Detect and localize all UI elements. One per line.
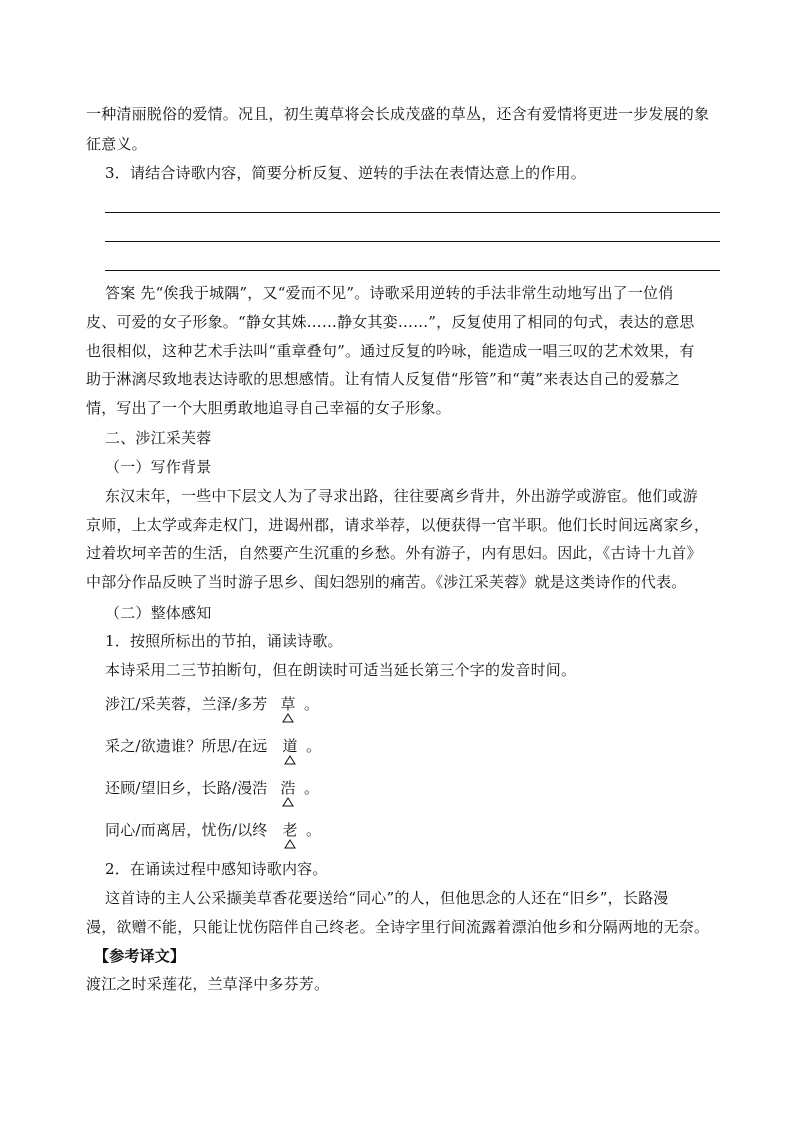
background-line: 东汉末年，一些中下层文人为了寻求出路，往往要离乡背井，外出游学或游宦。他们或游 (105, 487, 698, 505)
subsection-title: （二）整体感知 (105, 604, 212, 622)
item-body-line: 这首诗的主人公采撷美草香花要送给“同心”的人，但他思念的人还在“旧乡”，长路漫 (105, 889, 669, 907)
answer-line: 情，写出了一个大胆勇敢地追寻自己幸福的女子形象。 (86, 399, 451, 417)
poem-period: 。 (306, 821, 322, 839)
background-line: 京师，上太学或奔走权门，进谒州郡，请求举荐，以便获得一官半职。他们长时间远离家乡， (86, 516, 710, 534)
poem-line: 涉江/采芙蓉，兰泽/多芳 (105, 695, 268, 713)
answer-blank-line (105, 212, 720, 213)
subsection-title: （一）写作背景 (105, 458, 212, 476)
item-body-line: 漫，欲赠不能，只能让忧伤陪伴自己终老。全诗字里行间流露着漂泊他乡和分隔两地的无奈。 (86, 918, 710, 936)
rhyme-char (282, 737, 298, 755)
rhyme-char-text: 草 (280, 695, 296, 713)
answer-line: 答案 先“俟我于城隅”，又“爱而不见”。诗歌采用逆转的手法非常生动地写出了一位俏 (105, 284, 674, 302)
poem-line: 采之/欲遗谁？所思/在远 (105, 737, 268, 755)
background-line: 中部分作品反映了当时游子思乡、闺妇怨别的痛苦。《涉江采芙蓉》就是这类诗作的代表。 (86, 573, 687, 591)
item-note: 本诗采用二三节拍断句，但在朗读时可适当延长第三个字的发音时间。 (105, 661, 577, 679)
rhyme-char-text: 浩 (280, 779, 296, 797)
answer-line: 助于淋漓尽致地表达诗歌的思想感情。让有情人反复借“彤管”和“荑”来表达自己的爱慕之 (86, 370, 680, 388)
answer-line: 也很相似，这种艺术手法叫“重章叠句”。通过反复的吟咏，能造成一唱三叹的艺术效果，有 (86, 342, 695, 360)
rhyme-char (280, 695, 296, 713)
item-title: 2．在诵读过程中感知诗歌内容。 (105, 860, 328, 878)
rhyme-char (280, 779, 296, 797)
rhyme-char (282, 821, 298, 839)
triangle-mark-icon (282, 797, 294, 807)
answer-blank-line (105, 270, 720, 271)
poem-line: 同心/而离居，忧伤/以终 (105, 821, 268, 839)
triangle-mark-icon (284, 839, 296, 849)
section-title: 二、涉江采芙蓉 (105, 429, 212, 447)
triangle-mark-icon (284, 755, 296, 765)
rhyme-char-text: 道 (282, 737, 298, 755)
reference-title: 【参考译文】 (94, 947, 186, 965)
poem-period: 。 (306, 737, 322, 755)
answer-blank-line (105, 241, 720, 242)
rhyme-char-text: 老 (282, 821, 298, 839)
translation-line: 渡江之时采莲花，兰草泽中多芬芳。 (86, 975, 330, 993)
poem-period: 。 (304, 779, 320, 797)
poem-line: 还顾/望旧乡，长路/漫浩 (105, 779, 268, 797)
triangle-mark-icon (282, 713, 294, 723)
question-3: 3．请结合诗歌内容，简要分析反复、逆转的手法在表情达意上的作用。 (105, 164, 586, 182)
poem-period: 。 (304, 695, 320, 713)
paragraph-line: 征意义。 (86, 135, 147, 153)
item-title: 1．按照所标出的节拍，诵读诗歌。 (105, 632, 343, 650)
background-line: 过着坎坷辛苦的生活，自然要产生沉重的乡愁。外有游子，内有思妇。因此，《古诗十九首》 (86, 544, 702, 562)
paragraph-line: 一种清丽脱俗的爱情。况且，初生荑草将会长成茂盛的草丛，还含有爱情将更进一步发展的象 (86, 105, 710, 123)
answer-line: 皮、可爱的女子形象。“静女其姝……静女其娈……”，反复使用了相同的句式，表达的意思 (86, 313, 695, 331)
